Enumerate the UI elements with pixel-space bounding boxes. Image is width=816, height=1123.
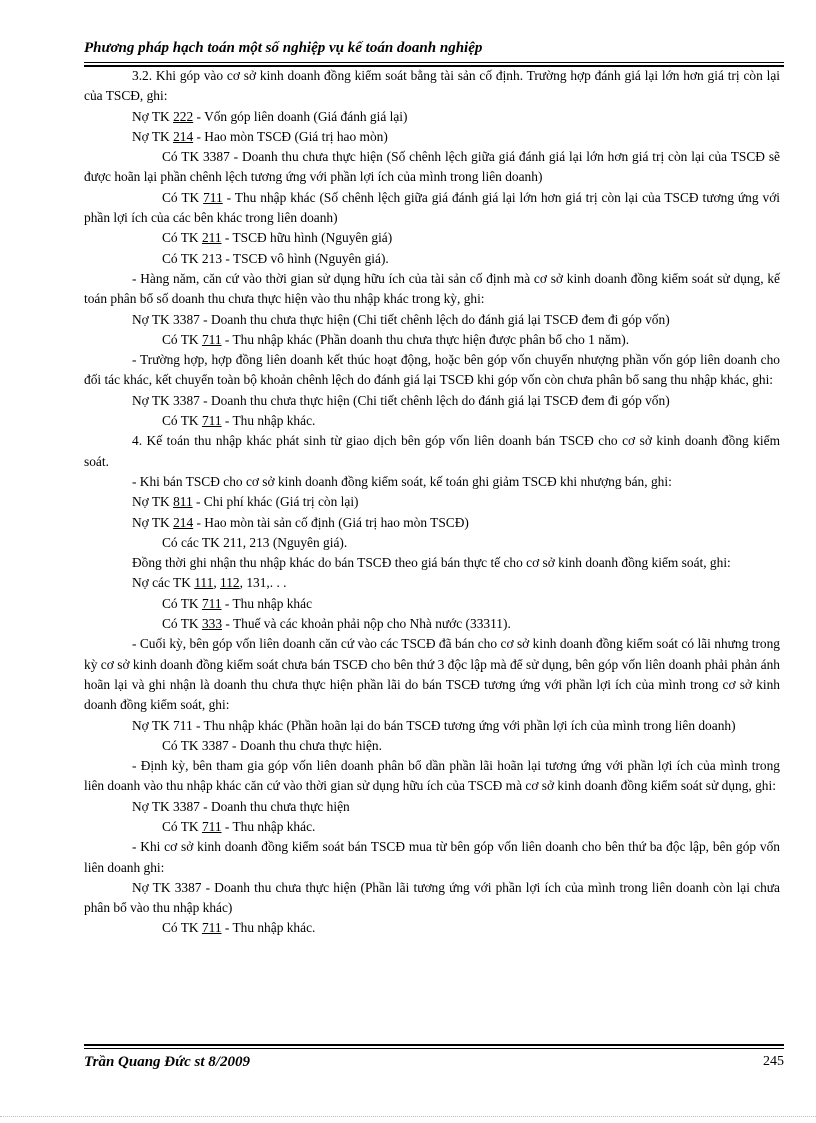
account-code: 112 — [220, 575, 240, 591]
entry-line: Nợ TK 3387 - Doanh thu chưa thực hiện (Chi tiết chênh lệch do đánh giá lại TSCĐ đem đi góp vốn) — [132, 392, 670, 408]
footer-rule-thick — [84, 1044, 784, 1046]
entry-line: Có TK 211 - TSCĐ hữu hình (Nguyên giá) — [162, 230, 393, 246]
entry-line: Nợ các TK 111, 112, 131,. . . — [132, 575, 287, 591]
account-code: 211 — [201, 230, 222, 246]
account-code: 222 — [173, 108, 194, 124]
account-code: 711 — [201, 818, 222, 834]
entry-line: Nợ TK 214 - Hao mòn tài sản cố định (Giá trị hao mòn TSCĐ) — [132, 514, 469, 530]
entry-line: Có TK 333 - Thuế và các khoản phải nộp cho Nhà nước (33311). — [162, 616, 511, 632]
account-code: 111 — [194, 575, 214, 591]
entry-line: Nợ TK 811 - Chi phí khác (Giá trị còn lại) — [132, 494, 359, 510]
account-code: 711 — [201, 595, 222, 611]
entry-line: Nợ TK 3387 - Doanh thu chưa thực hiện — [132, 798, 350, 814]
entry-line: Có các TK 211, 213 (Nguyên giá). — [162, 534, 348, 550]
page-footer — [84, 1054, 784, 1071]
account-code: 711 — [201, 413, 222, 429]
entry-line: Có TK 711 - Thu nhập khác (Số chênh lệch giữa giá đánh giá lại lớn hơn giá trị còn lại của TSCĐ tương ứng với phần lợi ích của các bên khác trong liên doanh) — [84, 189, 780, 226]
entry-line: Nợ TK 222 - Vốn góp liên doanh (Giá đánh giá lại) — [132, 108, 408, 124]
header-rule — [84, 62, 784, 63]
footer-rule — [84, 1048, 784, 1049]
entry-line: Có TK 711 - Thu nhập khác — [162, 595, 313, 611]
account-code: 333 — [201, 616, 223, 632]
paragraph: - Định kỳ, bên tham gia góp vốn liên doanh phân bổ dần phần lãi hoãn lại tương ứng với phần lợi ích của mình trong liên doanh vào thu nhập khác căn cứ vào thời gian sử dụng hữu ích của TSCĐ mà cơ sở kinh doanh đồng kiểm soát sử dụng, ghi: — [84, 758, 780, 794]
page-number: 245 — [763, 1054, 784, 1069]
paragraph: - Hàng năm, căn cứ vào thời gian sử dụng hữu ích của tài sản cố định mà cơ sở kinh doanh đồng kiểm soát sử dụng, kế toán phân bổ số doanh thu chưa thực hiện vào thu nhập khác trong kỳ, ghi: — [84, 270, 780, 307]
paragraph: - Khi cơ sở kinh doanh đồng kiểm soát bán TSCĐ mua từ bên góp vốn liên doanh cho bên thứ ba độc lập, bên góp vốn liên doanh ghi: — [84, 839, 780, 875]
entry-line: Nợ TK 214 - Hao mòn TSCĐ (Giá trị hao mòn) — [132, 128, 388, 144]
account-code: 711 — [201, 331, 222, 347]
paragraph: 3.2. Khi góp vào cơ sở kinh doanh đồng kiểm soát bằng tài sản cố định. Trường hợp đánh giá lại lớn hơn giá trị còn lại của TSCĐ, ghi: — [84, 68, 780, 104]
account-code: 214 — [173, 128, 194, 144]
entry-line: Có TK 711 - Thu nhập khác. — [162, 413, 316, 429]
entry-line: Có TK 213 - TSCĐ vô hình (Nguyên giá). — [162, 250, 389, 266]
account-code: 811 — [173, 494, 193, 510]
paragraph: - Khi bán TSCĐ cho cơ sở kinh doanh đồng kiểm soát, kế toán ghi giảm TSCĐ khi nhượng bán, ghi: — [132, 473, 672, 489]
paragraph: - Trường hợp, hợp đồng liên doanh kết thúc hoạt động, hoặc bên góp vốn chuyển nhượng phần vốn góp liên doanh cho đối tác khác, kết chuyển toàn bộ khoản chênh lệch do đánh giá lại TSCĐ khi góp vốn còn chưa phân bổ sang thu nhập khác, ghi: — [84, 352, 780, 388]
entry-line: Có TK 711 - Thu nhập khác. — [162, 818, 316, 834]
entry-line: Nợ TK 711 - Thu nhập khác (Phần hoãn lại do bán TSCĐ tương ứng với phần lợi ích của mình trong liên doanh) — [132, 717, 736, 733]
entry-line: Nợ TK 3387 - Doanh thu chưa thực hiện (Phần lãi tương ứng với phần lợi ích của mình trong liên doanh còn lại chưa phân bổ vào thu nhập khác) — [84, 879, 780, 916]
document-body — [84, 66, 780, 939]
paragraph: - Cuối kỳ, bên góp vốn liên doanh căn cứ vào các TSCĐ đã bán cho cơ sở kinh doanh đồng kiểm soát có lãi nhưng trong kỳ cơ sở kinh doanh đồng kiểm soát chưa bán TSCĐ cho bên thứ 3 độc lập mà để sử dụng, bên góp vốn liên doanh phải phản ánh hoãn lại và ghi nhận là doanh thu chưa thực hiện phần lãi do bán TSCĐ tương ứng với phần lợi ích của mình trong cơ sở kinh doanh đồng kiểm soát, ghi: — [84, 636, 780, 713]
footer-author: Trần Quang Đức st 8/2009 — [84, 1054, 250, 1070]
account-code: 711 — [203, 189, 223, 205]
account-code: 214 — [173, 514, 194, 530]
entry-line: Nợ TK 3387 - Doanh thu chưa thực hiện (Chi tiết chênh lệch do đánh giá lại TSCĐ đem đi góp vốn) — [132, 311, 670, 327]
entry-line: Có TK 3387 - Doanh thu chưa thực hiện. — [162, 737, 382, 753]
page-bottom-dotted-rule — [0, 1116, 816, 1117]
page-header-title: Phương pháp hạch toán một số nghiệp vụ kế toán doanh nghiệp — [84, 40, 483, 56]
account-code: 711 — [201, 920, 222, 936]
entry-line: Có TK 3387 - Doanh thu chưa thực hiện (Số chênh lệch giữa giá đánh giá lại lớn hơn giá trị còn lại của TSCĐ sẽ được hoãn lại phần chênh lệch tương ứng với phần lợi ích của mình trong liên doanh) — [84, 149, 780, 185]
entry-line: Có TK 711 - Thu nhập khác. — [162, 920, 316, 936]
entry-line: Có TK 711 - Thu nhập khác (Phần doanh thu chưa thực hiện được phân bổ cho 1 năm). — [162, 331, 630, 347]
section-heading: 4. Kế toán thu nhập khác phát sinh từ giao dịch bên góp vốn liên doanh bán TSCĐ cho cơ sở kinh doanh đồng kiểm soát. — [84, 433, 780, 469]
paragraph: Đồng thời ghi nhận thu nhập khác do bán TSCĐ theo giá bán thực tế cho cơ sở kinh doanh đồng kiểm soát, ghi: — [132, 555, 731, 571]
